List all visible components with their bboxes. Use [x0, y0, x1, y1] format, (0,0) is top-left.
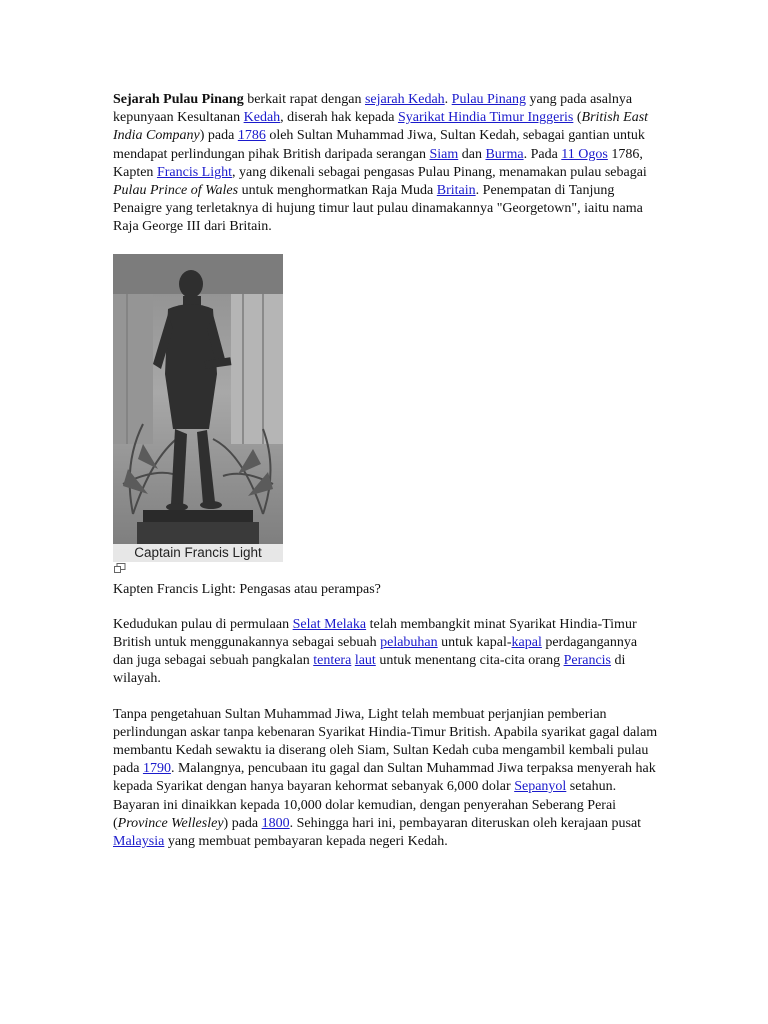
text: di wilayah. [113, 653, 626, 687]
text: . Malangnya, pencubaan itu gagal dan Sultan Muhammad Jiwa terpaksa menyerah hak kepada Syarikat dengan hanya bayaran kehormat sebanyak 6,000 dolar [113, 761, 656, 795]
text: untuk menentang cita-cita orang [375, 653, 564, 669]
enlarge-icon[interactable] [114, 563, 126, 573]
statue-photo[interactable] [113, 254, 283, 562]
intro-paragraph [113, 91, 658, 237]
link-malaysia[interactable]: Malaysia [113, 834, 165, 850]
text: , yang dikenali sebagai pengasas Pulau Pinang, menamakan pulau sebagai [231, 164, 647, 180]
link-britain[interactable]: Britain [436, 183, 476, 199]
text: dan [458, 146, 486, 162]
photo-label: Captain Francis Light [113, 544, 283, 562]
text: Kedudukan pulau di permulaan [113, 616, 293, 632]
text: Tanpa pengetahuan Sultan Muhammad Jiwa, Light telah membuat perjanjian pemberian perlindungan askar tanpa kebenaran Syarikat Hindia-Timur British. Apabila syarikat gagal dalam membantu Kedah sewaktu ia diserang oleh Siam, Sultan Kedah cuba mengambil kembali pulau pada [113, 706, 658, 777]
link-11-ogos[interactable]: 11 Ogos [561, 146, 608, 162]
link-pelabuhan[interactable]: pelabuhan [380, 635, 438, 651]
figure-caption: Kapten Francis Light: Pengasas atau perampas? [113, 581, 381, 597]
link-burma[interactable]: Burma [485, 146, 524, 162]
text: setahun. Bayaran ini dinaikkan kepada 10,000 dolar kemudian, dengan penyerahan Seberang Perai ( [113, 779, 617, 831]
link-selat-melaka[interactable]: Selat Melaka [292, 616, 367, 632]
text: . [444, 92, 452, 107]
link-syarikat-hindia-timur-inggeris[interactable]: Syarikat Hindia Timur Inggeris [397, 110, 574, 126]
figure [113, 254, 285, 573]
emphasis-province-wellesley: Province Wellesley [117, 815, 224, 831]
text: telah membangkit minat Syarikat Hindia-Timur British untuk menggunakannya sebagai sebuah [113, 616, 637, 651]
text: . Pada [523, 146, 562, 162]
text: ) pada [223, 815, 262, 831]
text: untuk kapal- [437, 635, 512, 651]
link-sepanyol[interactable]: Sepanyol [514, 779, 567, 795]
article-title: Sejarah Pulau Pinang [113, 92, 244, 107]
link-1790[interactable]: 1790 [142, 761, 171, 777]
text: perdagangannya dan juga sebagai sebuah pangkalan [113, 635, 638, 669]
link-perancis[interactable]: Perancis [563, 653, 612, 669]
text: 1786, Kapten [113, 146, 643, 180]
link-francis-light[interactable]: Francis Light [156, 164, 232, 180]
text: untuk menghormatkan Raja Muda [238, 183, 437, 199]
text: . Penempatan di Tanjung Penaigre yang terletaknya di hujung timur laut pulau dinamakannya "Georgetown", iaitu nama Raja George III dari Britain. [113, 183, 643, 235]
link-1800[interactable]: 1800 [261, 815, 290, 831]
link-sejarah-kedah[interactable]: sejarah Kedah [364, 92, 445, 107]
text: ) pada [199, 128, 238, 144]
text: oleh Sultan Muhammad Jiwa, Sultan Kedah, sebagai gantian untuk mendapat perlindungan pihak British daripada serangan [113, 128, 645, 162]
paragraph-3 [113, 706, 658, 852]
link-tentera[interactable]: tentera [313, 653, 352, 669]
emphasis-company: British East India Company [113, 110, 649, 144]
text: yang pada asalnya kepunyaan Kesultanan [113, 92, 633, 126]
text: berkait rapat dengan [243, 92, 365, 107]
text: ( [573, 110, 582, 126]
text: . Sehingga hari ini, pembayaran diteruskan oleh kerajaan pusat [289, 815, 642, 831]
link-pulau-pinang[interactable]: Pulau Pinang [451, 92, 526, 107]
link-siam[interactable]: Siam [429, 146, 459, 162]
text: , diserah hak kepada [280, 110, 398, 126]
link-kedah[interactable]: Kedah [243, 110, 281, 126]
link-kapal[interactable]: kapal [511, 635, 542, 651]
link-1786[interactable]: 1786 [237, 128, 266, 144]
text: yang membuat pembayaran kepada negeri Kedah. [164, 834, 448, 850]
link-laut[interactable]: laut [354, 653, 376, 669]
paragraph-2 [113, 616, 658, 689]
emphasis-prince-of-wales: Pulau Prince of Wales [113, 183, 239, 199]
article-body [113, 91, 658, 868]
